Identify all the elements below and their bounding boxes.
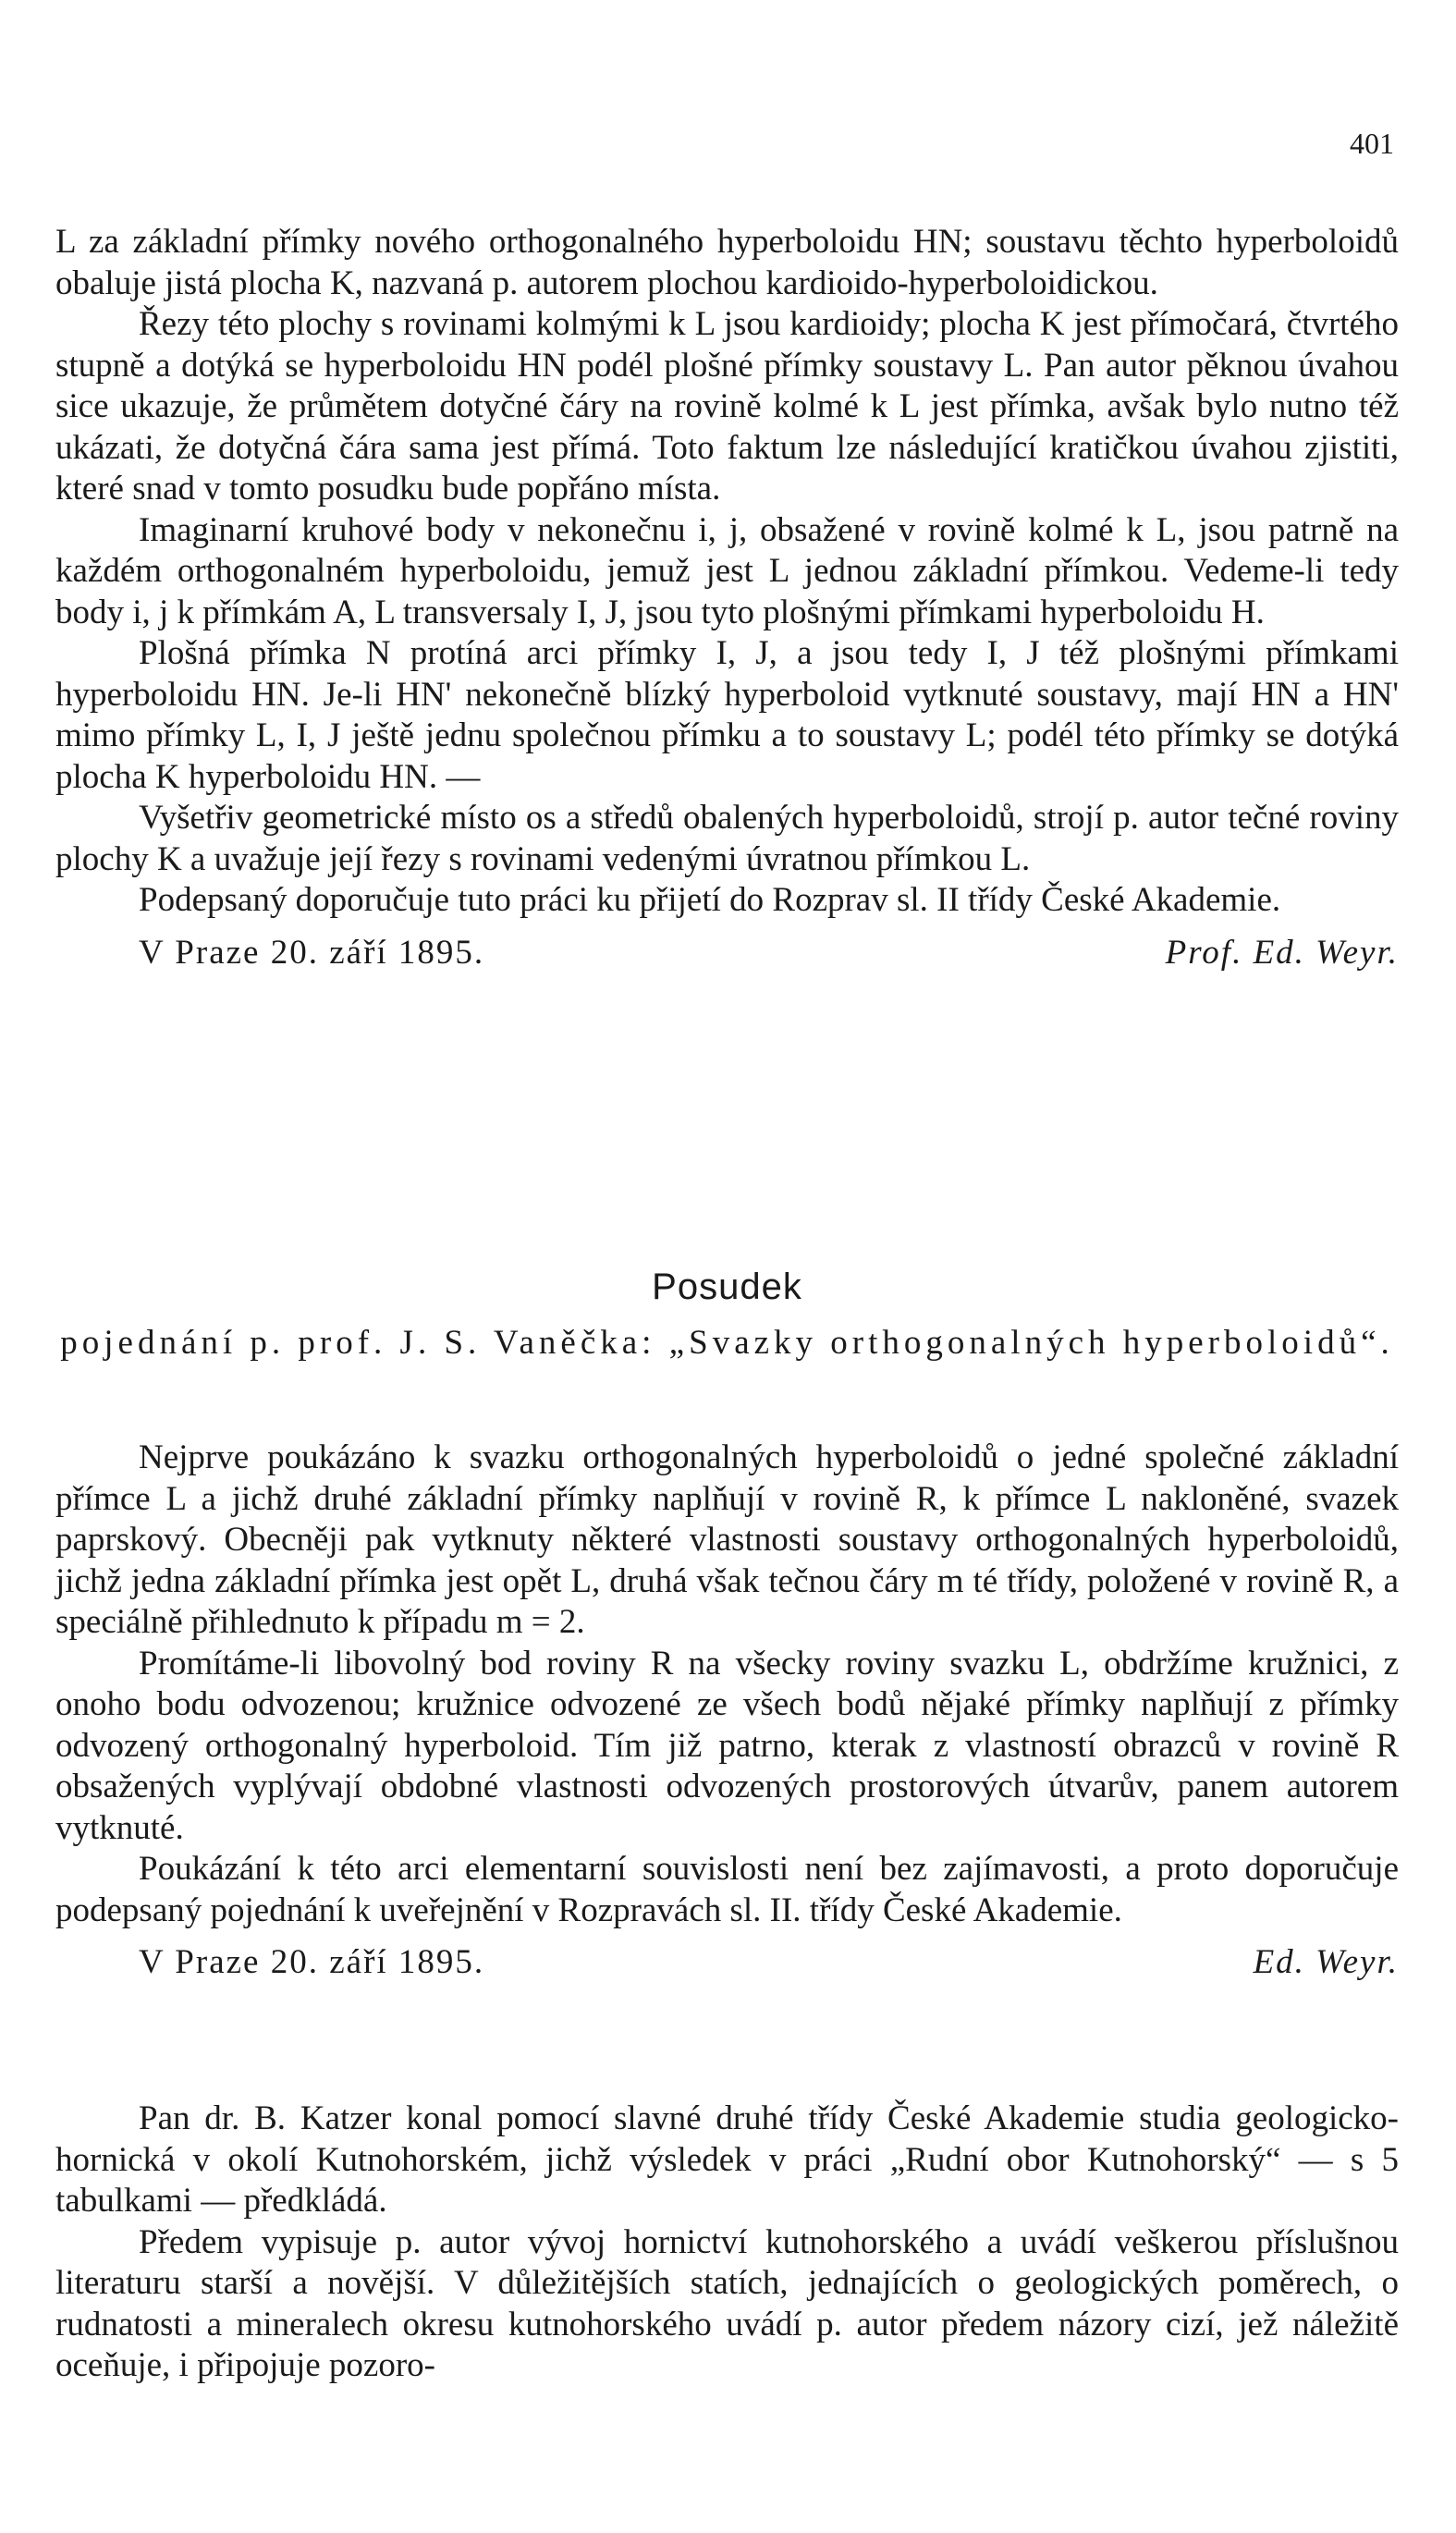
signature-place-date: V Praze 20. září 1895. — [139, 933, 485, 972]
signature-line — [55, 933, 1399, 974]
paragraph: Podepsaný doporučuje tuto práci ku přijetí do Rozprav sl. II třídy České Akademie. — [139, 881, 1281, 919]
page-number: 401 — [1350, 127, 1394, 160]
paragraph: Vyšetřiv geometrické místo os a středů obalených hyperboloidů, strojí p. autor tečné roviny plochy K a uvažuje její řezy s rovinami vedenými úvratnou přímkou L. — [55, 799, 1399, 878]
section-subtitle: pojednání p. prof. J. S. Vaněčka: „Svazky orthogonalných hyperboloidů“. — [60, 1324, 1394, 1362]
paragraph: Promítáme-li libovolný bod roviny R na všecky roviny svazku L, obdržíme kružnici, z onoho bodu odvozenou; kružnice odvozené ze všech bodů nějaké přímky naplňují z přímky odvozený orthogonalný hyperboloid. Tím již patrno, kterak z vlastností obrazců v rovině R obsažených vyplývají obdobné vlastnosti odvozených prostorových útvarův, panem autorem vytknuté. — [55, 1644, 1399, 1847]
paragraph: Plošná přímka N protíná arci přímky I, J, a jsou tedy I, J též plošnými přímkami hyperboloidu HN. Je-li HN' nekonečně blízký hyperboloid vytknuté soustavy, mají HN a HN' mimo přímky L, I, J ještě jednu společnou přímku a to soustavy L; podél této přímky se dotýká plocha K hyperboloidu HN. — — [55, 634, 1399, 796]
paragraph: Pan dr. B. Katzer konal pomocí slavné druhé třídy České Akademie studia geologicko-hornická v okolí Kutnohorském, jichž výsledek v práci „Rudní obor Kutnohorský“ — s 5 tabulkami — předkládá. — [55, 2099, 1399, 2220]
paragraph: L za základní přímky nového orthogonalného hyperboloidu HN; soustavu těchto hyperboloidů obaluje jistá plocha K, nazvaná p. autorem plochou kardioido-hyperboloidickou. — [55, 223, 1399, 302]
signature-line — [55, 1942, 1399, 1984]
signature-place-date: V Praze 20. září 1895. — [139, 1943, 485, 1981]
paragraph: Poukázání k této arci elementarní souvislosti není bez zajímavosti, a proto doporučuje podepsaný pojednání k uveřejnění v Rozpravách sl. II. třídy České Akademie. — [55, 1850, 1399, 1929]
signature-name: Prof. Ed. Weyr. — [1165, 933, 1399, 972]
review-vanecek-svazky — [55, 1438, 1399, 1984]
review-weyr-hyperboloid-continued — [55, 222, 1399, 973]
paragraph: Řezy této plochy s rovinami kolmými k L jsou kardioidy; plocha K jest přímočará, čtvrtého stupně a dotýká se hyperboloidu HN podél plošné přímky soustavy L. Pan autor pěknou úvahou sice ukazuje, že průmětem dotyčné čáry na rovině kolmé k L jest přímka, avšak bylo nutno též ukázati, že dotyčná čára sama jest přímá. Toto faktum lze následující kratičkou úvahou zjistiti, které snad v tomto posudku bude popřáno místa. — [55, 305, 1399, 508]
signature-name: Ed. Weyr. — [1253, 1943, 1399, 1981]
review-katzer-rudni-obor — [55, 2099, 1399, 2387]
paragraph: Předem vypisuje p. autor vývoj hornictví kutnohorského a uvádí veškerou příslušnou literaturu starší a novější. V důležitějších statích, jednajících o geologických poměrech, o rudnatosti a mineralech okresu kutnohorského uvádí p. autor předem názory cizí, jež náležitě oceňuje, i připojuje pozoro- — [55, 2222, 1399, 2384]
section-heading: Posudek — [652, 1266, 802, 1307]
paragraph: Nejprve poukázáno k svazku orthogonalných hyperboloidů o jedné společné základní přímce L a jichž druhé základní přímky naplňují v rovině R, k přímce L nakloněné, svazek paprskový. Obecněji pak vytknuty některé vlastnosti soustavy orthogonalných hyperboloidů, jichž jedna základní přímka jest opět L, druhá však tečnou čáry m té třídy, položené v rovině R, a speciálně přihlednuto k případu m = 2. — [55, 1438, 1399, 1641]
paragraph: Imaginarní kruhové body v nekonečnu i, j, obsažené v rovině kolmé k L, jsou patrně na každém orthogonalném hyperboloidu, jemuž jest L jednou základní přímkou. Vedeme-li tedy body i, j k přímkám A, L transversaly I, J, jsou tyto plošnými přímkami hyperboloidu H. — [55, 510, 1399, 631]
